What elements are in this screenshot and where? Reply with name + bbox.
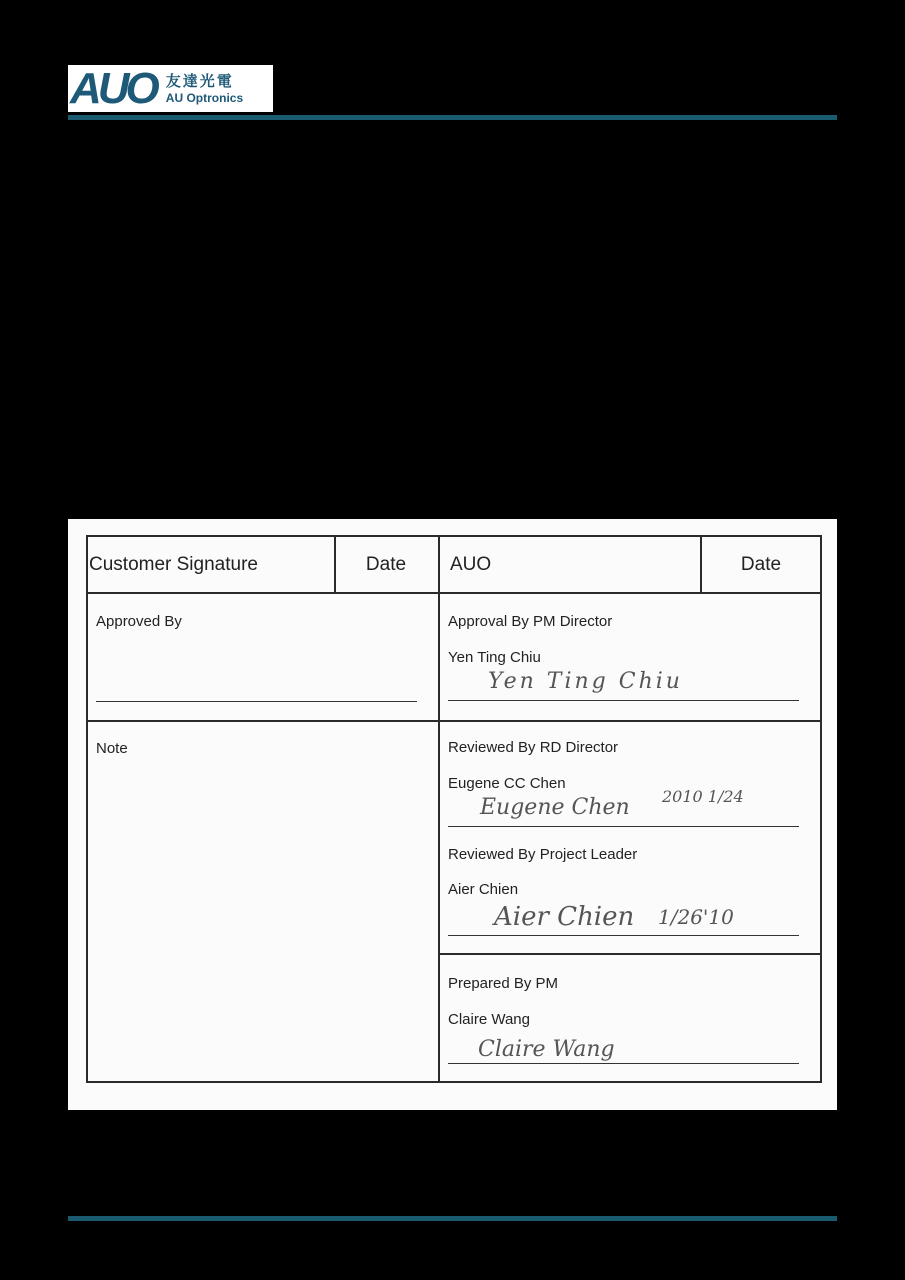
divider — [700, 537, 702, 594]
prepared-by-pm-signature-line — [448, 1063, 799, 1064]
pm-director-name: Yen Ting Chiu — [448, 649, 541, 666]
customer-signature-header: Customer Signature — [89, 553, 258, 575]
divider — [334, 537, 336, 594]
header-divider — [68, 115, 837, 120]
auo-logo — [68, 65, 273, 112]
prepared-by-pm-name: Claire Wang — [448, 1011, 530, 1028]
rd-director-signature-date: 2010 1/24 — [662, 787, 744, 806]
rd-director-signature-line — [448, 826, 799, 827]
approved-by-signature-line — [96, 701, 417, 702]
center-divider — [438, 537, 440, 1083]
pm-director-signature-line — [448, 700, 799, 701]
row-divider — [88, 720, 820, 722]
row-divider — [440, 953, 820, 955]
pm-director-signature: Yen Ting Chiu — [488, 669, 683, 694]
footer-divider — [68, 1216, 837, 1221]
note-label: Note — [96, 740, 128, 757]
project-leader-signature: Aier Chien — [494, 902, 635, 932]
logo-mark: AUO — [70, 63, 156, 113]
project-leader-name: Aier Chien — [448, 881, 519, 898]
rd-director-signature: Eugene Chen — [480, 795, 630, 820]
project-leader-label: Reviewed By Project Leader — [448, 846, 638, 863]
project-leader-signature-line — [448, 935, 799, 936]
rd-director-name: Eugene CC Chen — [448, 775, 566, 792]
auo-date-header: Date — [740, 553, 782, 575]
logo-text — [166, 72, 243, 106]
approved-by-label: Approved By — [96, 613, 182, 630]
project-leader-signature-date: 1/26'10 — [658, 905, 734, 929]
pm-director-label: Approval By PM Director — [448, 613, 613, 630]
rd-director-label: Reviewed By RD Director — [448, 739, 619, 756]
logo-english-name: AU Optronics — [165, 90, 244, 105]
customer-date-header: Date — [365, 553, 407, 575]
auo-header: AUO — [450, 553, 492, 575]
approval-form-scan — [68, 519, 837, 1110]
prepared-by-pm-signature: Claire Wang — [478, 1037, 615, 1062]
prepared-by-pm-label: Prepared By PM — [448, 975, 559, 992]
approval-form-table — [86, 535, 822, 1083]
logo-chinese-name: 友達光電 — [165, 71, 234, 90]
